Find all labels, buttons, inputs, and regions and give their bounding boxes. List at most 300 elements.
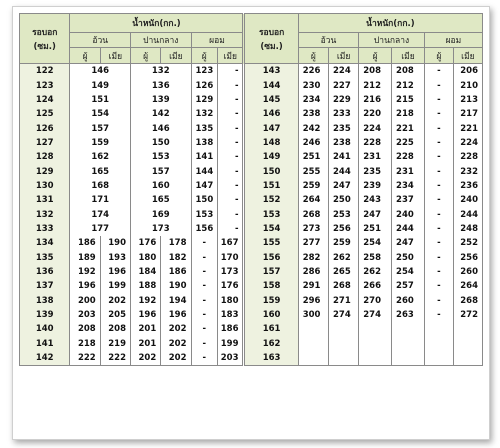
table-cell: 183: [218, 308, 244, 322]
table-cell: [453, 351, 482, 366]
table-cell: 228: [392, 150, 425, 164]
table-cell: 250: [328, 193, 358, 207]
table-cell: 127: [20, 136, 70, 150]
table-row: [20, 279, 483, 293]
female-header: เมีย: [100, 48, 130, 64]
table-cell: 201: [130, 337, 160, 351]
table-cell: 247: [359, 207, 392, 221]
table-cell: -: [191, 279, 217, 293]
table-cell: 178: [161, 236, 191, 250]
table-cell: -: [218, 64, 244, 79]
table-cell: 251: [359, 222, 392, 236]
table-cell: 271: [328, 294, 358, 308]
table-cell: 147: [191, 179, 217, 193]
table-cell: 219: [100, 337, 130, 351]
weight-table: [19, 13, 483, 366]
table-cell: 138: [191, 136, 217, 150]
table-row: [20, 136, 483, 150]
table-cell: 160: [244, 308, 298, 322]
table-cell: 266: [359, 279, 392, 293]
table-cell: 144: [244, 78, 298, 92]
table-cell: [328, 351, 358, 366]
table-cell: 159: [244, 294, 298, 308]
table-cell: [392, 337, 425, 351]
table-cell: 202: [100, 294, 130, 308]
table-cell: 135: [191, 121, 217, 135]
male-header: ผู้: [130, 48, 160, 64]
table-cell: 270: [359, 294, 392, 308]
table-cell: 224: [453, 136, 482, 150]
table-cell: 141: [191, 150, 217, 164]
table-cell: 190: [161, 279, 191, 293]
table-cell: 264: [453, 279, 482, 293]
table-cell: 203: [70, 308, 100, 322]
table-cell: -: [424, 308, 453, 322]
table-cell: 173: [130, 222, 191, 236]
table-cell: 226: [298, 64, 328, 79]
table-cell: 230: [298, 78, 328, 92]
table-cell: 133: [20, 222, 70, 236]
table-cell: 176: [130, 236, 160, 250]
table-cell: 208: [392, 64, 425, 79]
table-row: [20, 308, 483, 322]
table-cell: [392, 351, 425, 366]
table-cell: 144: [191, 164, 217, 178]
table-cell: -: [424, 121, 453, 135]
female-header: เมีย: [453, 48, 482, 64]
table-cell: 150: [130, 136, 191, 150]
table-cell: 202: [161, 337, 191, 351]
table-cell: 136: [130, 78, 191, 92]
table-cell: -: [424, 107, 453, 121]
table-cell: 256: [328, 222, 358, 236]
table-cell: 263: [392, 308, 425, 322]
group-thin-right: ผอม: [424, 33, 482, 48]
table-cell: 134: [20, 236, 70, 250]
table-cell: -: [424, 136, 453, 150]
table-cell: 247: [328, 179, 358, 193]
table-cell: 233: [328, 107, 358, 121]
table-cell: 192: [130, 294, 160, 308]
table-cell: 208: [100, 322, 130, 336]
table-cell: 228: [359, 136, 392, 150]
table-cell: 188: [130, 279, 160, 293]
weight-header-left: น้ำหนัก(กก.): [70, 14, 244, 33]
table-cell: 130: [20, 179, 70, 193]
table-cell: 153: [191, 207, 217, 221]
table-cell: 250: [392, 250, 425, 264]
table-cell: 199: [218, 337, 244, 351]
table-cell: 253: [328, 207, 358, 221]
table-cell: 277: [298, 236, 328, 250]
table-cell: 208: [359, 64, 392, 79]
female-header: เมีย: [392, 48, 425, 64]
table-cell: 244: [392, 222, 425, 236]
male-header: ผู้: [191, 48, 217, 64]
table-cell: [328, 322, 358, 336]
table-cell: 180: [218, 294, 244, 308]
table-cell: 201: [130, 322, 160, 336]
table-cell: 156: [191, 222, 217, 236]
table-cell: 229: [328, 93, 358, 107]
table-cell: 156: [244, 250, 298, 264]
group-thin-left: ผอม: [191, 33, 244, 48]
table-row: [20, 322, 483, 336]
table-cell: [453, 337, 482, 351]
table-cell: 123: [191, 64, 217, 79]
table-cell: 123: [20, 78, 70, 92]
table-cell: 296: [298, 294, 328, 308]
table-cell: 139: [130, 93, 191, 107]
table-row: [20, 222, 483, 236]
table-cell: 146: [244, 107, 298, 121]
table-cell: 137: [20, 279, 70, 293]
table-cell: 235: [359, 164, 392, 178]
table-cell: 126: [191, 78, 217, 92]
table-cell: -: [218, 93, 244, 107]
group-fat-left: อ้วน: [70, 33, 131, 48]
table-cell: 262: [328, 250, 358, 264]
table-cell: 240: [392, 207, 425, 221]
table-cell: 131: [20, 193, 70, 207]
female-header: เมีย: [161, 48, 191, 64]
table-cell: [392, 322, 425, 336]
male-header: ผู้: [298, 48, 328, 64]
table-cell: [298, 322, 328, 336]
table-cell: 202: [161, 322, 191, 336]
table-row: [20, 351, 483, 366]
table-cell: 154: [244, 222, 298, 236]
table-cell: 255: [298, 164, 328, 178]
table-row: [20, 236, 483, 250]
table-cell: 231: [392, 164, 425, 178]
table-cell: 189: [70, 250, 100, 264]
table-cell: -: [191, 308, 217, 322]
table-cell: 196: [100, 265, 130, 279]
table-cell: 146: [130, 121, 191, 135]
table-cell: 210: [453, 78, 482, 92]
table-cell: -: [218, 164, 244, 178]
table-cell: -: [191, 351, 217, 366]
table-cell: 193: [100, 250, 130, 264]
table-cell: 234: [392, 179, 425, 193]
table-cell: 252: [453, 236, 482, 250]
table-cell: 248: [453, 222, 482, 236]
table-cell: 157: [244, 265, 298, 279]
table-cell: 180: [130, 250, 160, 264]
table-row: [20, 179, 483, 193]
table-cell: -: [424, 279, 453, 293]
table-cell: 186: [218, 322, 244, 336]
table-cell: 161: [244, 322, 298, 336]
table-cell: 192: [70, 265, 100, 279]
table-cell: 259: [298, 179, 328, 193]
table-cell: -: [191, 236, 217, 250]
table-cell: 265: [328, 265, 358, 279]
table-cell: [298, 337, 328, 351]
table-row: [20, 78, 483, 92]
table-cell: 150: [191, 193, 217, 207]
table-cell: 237: [392, 193, 425, 207]
table-cell: [424, 322, 453, 336]
table-cell: 203: [218, 351, 244, 366]
table-cell: 259: [328, 236, 358, 250]
table-cell: 157: [130, 164, 191, 178]
table-cell: 139: [20, 308, 70, 322]
table-cell: 151: [70, 93, 131, 107]
table-cell: 160: [130, 179, 191, 193]
table-cell: 254: [392, 265, 425, 279]
table-row: [20, 121, 483, 135]
table-cell: 128: [20, 150, 70, 164]
table-cell: 268: [453, 294, 482, 308]
table-cell: 129: [20, 164, 70, 178]
table-cell: 260: [392, 294, 425, 308]
table-row: [20, 164, 483, 178]
table-cell: 205: [100, 308, 130, 322]
table-cell: 273: [298, 222, 328, 236]
table-cell: -: [218, 193, 244, 207]
table-cell: 228: [453, 150, 482, 164]
table-cell: -: [218, 222, 244, 236]
table-cell: 149: [244, 150, 298, 164]
table-cell: 244: [328, 164, 358, 178]
table-cell: 268: [328, 279, 358, 293]
table-cell: -: [218, 121, 244, 135]
table-cell: 126: [20, 121, 70, 135]
table-cell: -: [424, 164, 453, 178]
table-cell: 268: [298, 207, 328, 221]
table-cell: 170: [218, 250, 244, 264]
table-cell: 221: [392, 121, 425, 135]
table-cell: 157: [70, 121, 131, 135]
table-cell: 174: [70, 207, 131, 221]
table-cell: 272: [453, 308, 482, 322]
round-header-right: [244, 14, 298, 64]
table-cell: 163: [244, 351, 298, 366]
table-cell: 246: [298, 136, 328, 150]
table-cell: 162: [244, 337, 298, 351]
table-cell: 225: [392, 136, 425, 150]
table-cell: 186: [161, 265, 191, 279]
table-cell: 138: [20, 294, 70, 308]
table-cell: 151: [244, 179, 298, 193]
table-cell: 232: [453, 164, 482, 178]
table-cell: -: [218, 107, 244, 121]
table-cell: -: [218, 207, 244, 221]
table-cell: 227: [328, 78, 358, 92]
table-cell: -: [191, 337, 217, 351]
table-cell: 238: [298, 107, 328, 121]
table-cell: 224: [328, 64, 358, 79]
table-cell: -: [218, 179, 244, 193]
table-cell: 173: [218, 265, 244, 279]
table-cell: -: [424, 64, 453, 79]
table-cell: 171: [70, 193, 131, 207]
table-cell: -: [424, 207, 453, 221]
table-cell: 154: [70, 107, 131, 121]
table-cell: 257: [392, 279, 425, 293]
table-cell: 220: [359, 107, 392, 121]
table-cell: 236: [453, 179, 482, 193]
table-cell: 206: [453, 64, 482, 79]
table-cell: 235: [328, 121, 358, 135]
table-cell: 291: [298, 279, 328, 293]
table-row: [20, 265, 483, 279]
table-cell: -: [424, 222, 453, 236]
table-cell: 194: [161, 294, 191, 308]
table-row: [20, 250, 483, 264]
table-cell: 165: [130, 193, 191, 207]
table-cell: -: [424, 265, 453, 279]
table-cell: [359, 351, 392, 366]
table-cell: 149: [70, 78, 131, 92]
table-cell: 140: [20, 322, 70, 336]
weight-header-right: น้ำหนัก(กก.): [298, 14, 482, 33]
table-cell: 222: [100, 351, 130, 366]
table-cell: [453, 322, 482, 336]
table-cell: 212: [359, 78, 392, 92]
table-cell: 190: [100, 236, 130, 250]
table-cell: 247: [392, 236, 425, 250]
table-cell: [359, 337, 392, 351]
table-cell: 262: [359, 265, 392, 279]
table-cell: 147: [244, 121, 298, 135]
table-cell: 162: [70, 150, 131, 164]
table-cell: 243: [359, 193, 392, 207]
table-cell: 196: [70, 279, 100, 293]
table-cell: 184: [130, 265, 160, 279]
table-cell: 239: [359, 179, 392, 193]
table-cell: 264: [298, 193, 328, 207]
table-cell: 200: [70, 294, 100, 308]
table-cell: 182: [161, 250, 191, 264]
table-cell: 274: [328, 308, 358, 322]
table-cell: 135: [20, 250, 70, 264]
table-cell: 159: [70, 136, 131, 150]
table-cell: -: [218, 78, 244, 92]
table-cell: 213: [453, 93, 482, 107]
table-cell: 300: [298, 308, 328, 322]
table-frame: [12, 6, 490, 440]
round-unit: (ซม.): [260, 41, 283, 52]
table-cell: [328, 337, 358, 351]
table-cell: 176: [218, 279, 244, 293]
table-cell: 208: [70, 322, 100, 336]
table-cell: -: [424, 93, 453, 107]
table-cell: 258: [359, 250, 392, 264]
male-header: ผู้: [424, 48, 453, 64]
table-cell: 125: [20, 107, 70, 121]
table-cell: 143: [244, 64, 298, 79]
table-cell: 158: [244, 279, 298, 293]
table-cell: 234: [298, 93, 328, 107]
table-cell: 286: [298, 265, 328, 279]
table-cell: 202: [161, 351, 191, 366]
table-cell: 142: [130, 107, 191, 121]
table-cell: 217: [453, 107, 482, 121]
table-cell: 152: [244, 193, 298, 207]
male-header: ผู้: [70, 48, 100, 64]
round-header-left: [20, 14, 70, 64]
round-label: รอบอก: [258, 27, 285, 38]
table-cell: 282: [298, 250, 328, 264]
table-cell: 242: [298, 121, 328, 135]
male-header: ผู้: [359, 48, 392, 64]
table-cell: 186: [70, 236, 100, 250]
table-cell: 212: [392, 78, 425, 92]
table-cell: 256: [453, 250, 482, 264]
table-cell: [424, 351, 453, 366]
table-cell: [359, 322, 392, 336]
table-cell: 215: [392, 93, 425, 107]
table-row: [20, 193, 483, 207]
table-cell: 132: [130, 64, 191, 79]
table-cell: 222: [70, 351, 100, 366]
female-header: เมีย: [218, 48, 244, 64]
table-cell: 218: [70, 337, 100, 351]
table-cell: 129: [191, 93, 217, 107]
table-cell: -: [424, 250, 453, 264]
table-cell: 202: [130, 351, 160, 366]
table-cell: 221: [453, 121, 482, 135]
table-cell: 199: [100, 279, 130, 293]
table-cell: 132: [191, 107, 217, 121]
table-cell: -: [424, 193, 453, 207]
table-cell: 218: [392, 107, 425, 121]
table-cell: 274: [359, 308, 392, 322]
table-cell: 145: [244, 93, 298, 107]
female-header: เมีย: [328, 48, 358, 64]
table-body: [20, 64, 483, 366]
table-cell: -: [191, 294, 217, 308]
table-cell: -: [424, 236, 453, 250]
table-cell: 165: [70, 164, 131, 178]
table-row: [20, 150, 483, 164]
table-cell: 167: [218, 236, 244, 250]
table-cell: 168: [70, 179, 131, 193]
table-row: [20, 64, 483, 79]
table-cell: 177: [70, 222, 131, 236]
table-cell: 241: [328, 150, 358, 164]
table-cell: 224: [359, 121, 392, 135]
table-row: [20, 107, 483, 121]
table-cell: 251: [298, 150, 328, 164]
table-cell: [424, 337, 453, 351]
table-cell: 136: [20, 265, 70, 279]
table-cell: 260: [453, 265, 482, 279]
table-cell: -: [424, 150, 453, 164]
table-cell: -: [191, 250, 217, 264]
table-cell: 153: [244, 207, 298, 221]
table-cell: 153: [130, 150, 191, 164]
group-medium-left: ปานกลาง: [130, 33, 191, 48]
table-cell: 231: [359, 150, 392, 164]
group-fat-right: อ้วน: [298, 33, 359, 48]
table-cell: 124: [20, 93, 70, 107]
table-cell: 244: [453, 207, 482, 221]
table-row: [20, 337, 483, 351]
table-row: [20, 207, 483, 221]
table-cell: -: [191, 322, 217, 336]
table-cell: 150: [244, 164, 298, 178]
table-cell: 238: [328, 136, 358, 150]
table-cell: 146: [70, 64, 131, 79]
table-cell: -: [191, 265, 217, 279]
table-cell: 216: [359, 93, 392, 107]
table-cell: 122: [20, 64, 70, 79]
table-cell: -: [424, 294, 453, 308]
